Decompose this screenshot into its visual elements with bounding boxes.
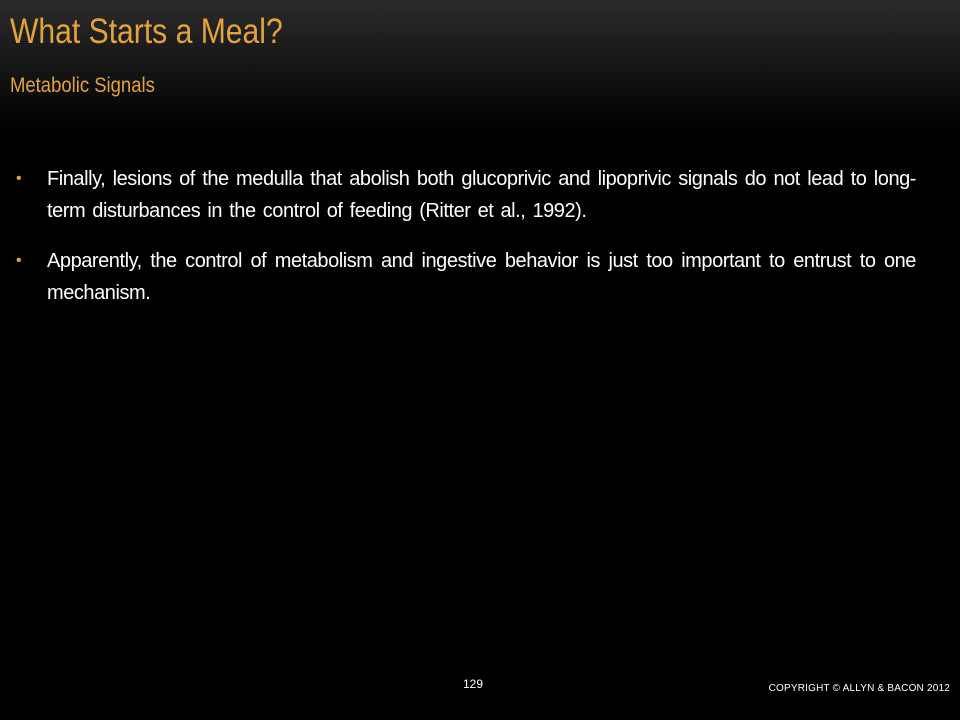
copyright-notice: COPYRIGHT © ALLYN & BACON 2012	[768, 683, 950, 694]
slide-subtitle: Metabolic Signals	[10, 74, 155, 97]
bullet-text: Apparently, the control of metabolism and ingestive behavior is just too important to entrust to one mechanism.	[47, 250, 916, 304]
bullet-text: Finally, lesions of the medulla that abolish both glucoprivic and lipoprivic signals do not lead to long-term disturbances in the control of feeding (Ritter et al., 1992).	[47, 168, 916, 222]
bullet-item	[16, 163, 916, 227]
bullet-icon: •	[16, 170, 22, 187]
bullet-item	[16, 245, 916, 309]
bullet-icon: •	[16, 252, 22, 269]
slide-title: What Starts a Meal?	[10, 12, 283, 51]
bullet-list	[16, 163, 916, 327]
page-number: 129	[463, 677, 484, 691]
